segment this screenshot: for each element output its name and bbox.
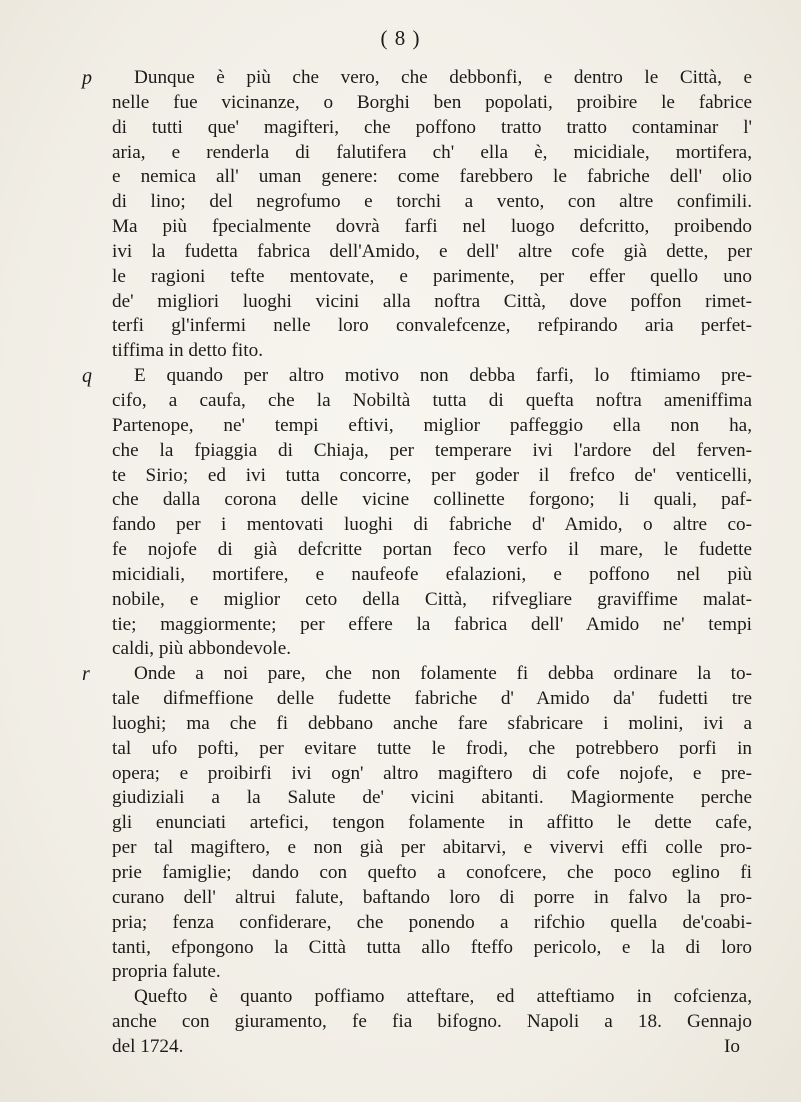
text-line: aria, e renderla di falutifera ch' ella è, micidiale, mortifera, xyxy=(112,141,752,163)
paragraph xyxy=(82,662,752,985)
text-line: ivi la fudetta fabrica dell'Amido, e dell' altre cofe già dette, per xyxy=(112,240,752,262)
text-line: Onde a noi pare, che non folamente fi debba ordinare la to- xyxy=(134,663,752,685)
text-line: per tal magiftero, e non già per abitarvi, e vivervi effi colle pro- xyxy=(112,837,752,859)
paragraph xyxy=(82,66,752,364)
text-line: prie famiglie; dando con quefto a conofcere, che poco eglino fi xyxy=(112,862,752,883)
text-line: Partenope, ne' tempi eftivi, miglior paffeggio ella non ha, xyxy=(112,414,752,436)
text-line: tanti, efpongono la Città tutta allo fteffo pericolo, e la di loro xyxy=(112,936,752,958)
text-line: tal ufo pofti, per evitare tutte le frodi, che potrebbero porfi in xyxy=(112,737,752,759)
text-line: propria falute. xyxy=(112,961,221,983)
text-line: caldi, più abbondevole. xyxy=(112,638,292,660)
text-line: le ragioni tefte mentovate, e parimente, per effer quello uno xyxy=(112,265,752,287)
text-line: giudiziali a la Salute de' vicini abitanti. Magiormente perche xyxy=(112,787,752,809)
margin-mark: q xyxy=(82,365,92,388)
page-number: ( 8 ) xyxy=(380,26,421,50)
body-text xyxy=(82,66,752,1060)
text-line: fe nojofe di già defcritte portan feco verfo il mare, le fudette xyxy=(112,539,752,561)
paragraph xyxy=(82,364,752,662)
text-line: E quando per altro motivo non debba farfi, lo ftimiamo pre- xyxy=(134,365,752,387)
text-line: di tutti que' magifteri, che poffono tratto tratto contaminar l' xyxy=(112,116,752,138)
text-line: Ma più fpecialmente dovrà farfi nel luogo defcritto, proibendo xyxy=(112,216,752,238)
text-line: tie; maggiormente; per effere la fabrica dell' Amido ne' tempi xyxy=(112,613,752,635)
text-line: tale difmeffione delle fudette fabriche d' Amido da' fudetti tre xyxy=(112,688,752,710)
text-line: curano dell' altrui falute, baftando loro di porre in falvo la pro- xyxy=(112,886,752,908)
text-line: pria; fenza confiderare, che ponendo a rifchio quella de'coabi- xyxy=(112,911,752,933)
text-line: che la fpiaggia di Chiaja, per temperare ivi l'ardore del ferven- xyxy=(112,439,752,461)
text-line: fando per i mentovati luoghi di fabriche d' Amido, o altre co- xyxy=(112,514,752,536)
text-line: e nemica all' uman genere: come farebbero le fabriche dell' olio xyxy=(112,166,752,188)
text-line: che dalla corona delle vicine collinette forgono; li quali, paf- xyxy=(112,489,752,511)
text-line: nobile, e miglior ceto della Città, rifvegliare graviffime malat- xyxy=(112,588,752,610)
text-line: gli enunciati artefici, tengon folamente in affitto le dette cafe, xyxy=(112,812,752,834)
margin-mark: p xyxy=(82,67,92,89)
text-line: micidiali, mortifere, e naufeofe efalazioni, e poffono nel più xyxy=(112,563,752,585)
paragraph xyxy=(112,985,752,1060)
text-line: cifo, a caufa, che la Nobiltà tutta di quefta noftra ameniffima xyxy=(112,389,752,411)
text-line: Dunque è più che vero, che debbonfi, e dentro le Città, e xyxy=(134,67,752,88)
text-line: te Sirio; ed ivi tutta concorre, per goder il frefco de' venticelli, xyxy=(112,464,752,486)
text-line: tiffima in detto fito. xyxy=(112,340,263,362)
text-line: nelle fue vicinanze, o Borghi ben popolati, proibire le fabrice xyxy=(112,91,752,113)
text-line: opera; e proibirfi ivi ogn' altro magiftero di cofe nojofe, e pre- xyxy=(112,762,752,784)
margin-mark: r xyxy=(82,663,90,686)
text-line: anche con giuramento, fe fia bifogno. Napoli a 18. Gennajo xyxy=(112,1011,752,1033)
catchword: Io xyxy=(724,1035,740,1057)
text-line: terfi gl'infermi nelle loro convalefcenze, refpirando aria perfet- xyxy=(112,315,752,337)
text-line: luoghi; ma che fi debbano anche fare sfabricare i molini, ivi a xyxy=(112,712,752,734)
text-line: Quefto è quanto poffiamo atteftare, ed atteftiamo in cofcienza, xyxy=(134,986,752,1008)
text-line: di lino; del negrofumo e torchi a vento, con altre confimili. xyxy=(112,191,752,213)
text-line: de' migliori luoghi vicini alla noftra Città, dove poffon rimet- xyxy=(112,290,752,312)
text-line: del 1724. xyxy=(112,1035,184,1057)
